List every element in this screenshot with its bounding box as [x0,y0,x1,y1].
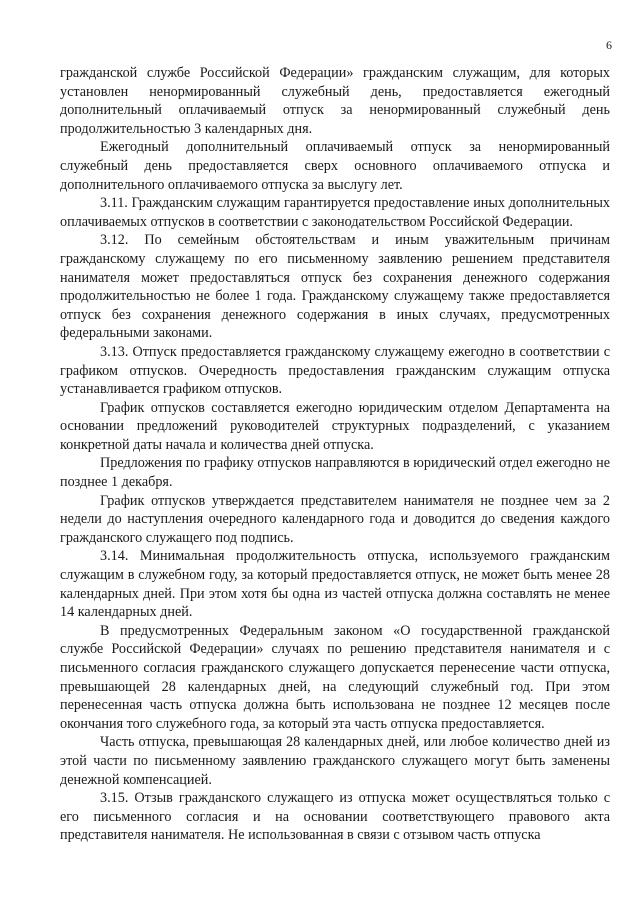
paragraph: гражданской службе Российской Федерации» гражданским служащим, для которых установлен ненормированный служебный день, предоставляется ежегодный дополнительный оплачиваемый отпуск за ненормированный служебный день продолжительностью 3 календарных дня. [60,65,610,137]
paragraph: 3.11. Гражданским служащим гарантируется предоставление иных дополнительных оплачиваемых отпусков в соответствии с законодательством Российской Федерации. [60,195,610,230]
paragraph: 3.12. По семейным обстоятельствам и иным уважительным причинам гражданскому служащему по его письменному заявлению решением представителя нанимателя может предоставляться отпуск без сохранения денежного содержания продолжительностью не более 1 года. Гражданскому служащему также предоставляется отпуск без сохранения денежного содержания в иных случаях, предусмотренных федеральными законами. [60,232,610,342]
page-number: 6 [606,38,612,52]
paragraph: Предложения по графику отпусков направляются в юридический отдел ежегодно не позднее 1 декабря. [60,455,610,491]
paragraph: 3.13. Отпуск предоставляется гражданскому служащему ежегодно в соответствии с графиком отпусков. Очередность предоставления гражданским служащим отпуска устанавливается графиком отпусков. [60,343,610,398]
paragraph: В предусмотренных Федеральным законом «О государственной гражданской службе Российской Федерации» случаях по решению представителя нанимателя и с письменного согласия гражданского служащего допускается перенесение части отпуска, превышающей 28 календарных дней, на следующий служебный год. При этом перенесенная часть отпуска должна быть использована не позднее 12 месяцев после окончания того служебного года, за который эта часть отпуска предоставляется. [60,622,610,732]
paragraph: График отпусков утверждается представителем нанимателя не позднее чем за 2 недели до наступления очередного календарного года и доводится до сведения каждого гражданского служащего под подпись. [60,492,610,546]
paragraph: Ежегодный дополнительный оплачиваемый отпуск за ненормированный служебный день предоставляется сверх основного оплачиваемого отпуска и дополнительного оплачиваемого отпуска за выслугу лет. [60,139,610,193]
document-body [60,64,610,845]
paragraph: График отпусков составляется ежегодно юридическим отделом Департамента на основании предложений руководителей структурных подразделений, с указанием конкретной даты начала и количества дней отпуска. [60,399,610,453]
paragraph: 3.14. Минимальная продолжительность отпуска, используемого гражданским служащим в служебном году, за который предоставляется отпуск, не может быть менее 28 календарных дней. При этом хотя бы одна из частей отпуска должна составлять не менее 14 календарных дней. [60,548,610,621]
paragraph: 3.15. Отзыв гражданского служащего из отпуска может осуществляться только с его письменного согласия и на основании соответствующего правового акта представителя нанимателя. Не использованная в связи с отзывом часть отпуска [60,790,610,844]
paragraph: Часть отпуска, превышающая 28 календарных дней, или любое количество дней из этой части по письменному заявлению гражданского служащего могут быть заменены денежной компенсацией. [60,734,610,788]
